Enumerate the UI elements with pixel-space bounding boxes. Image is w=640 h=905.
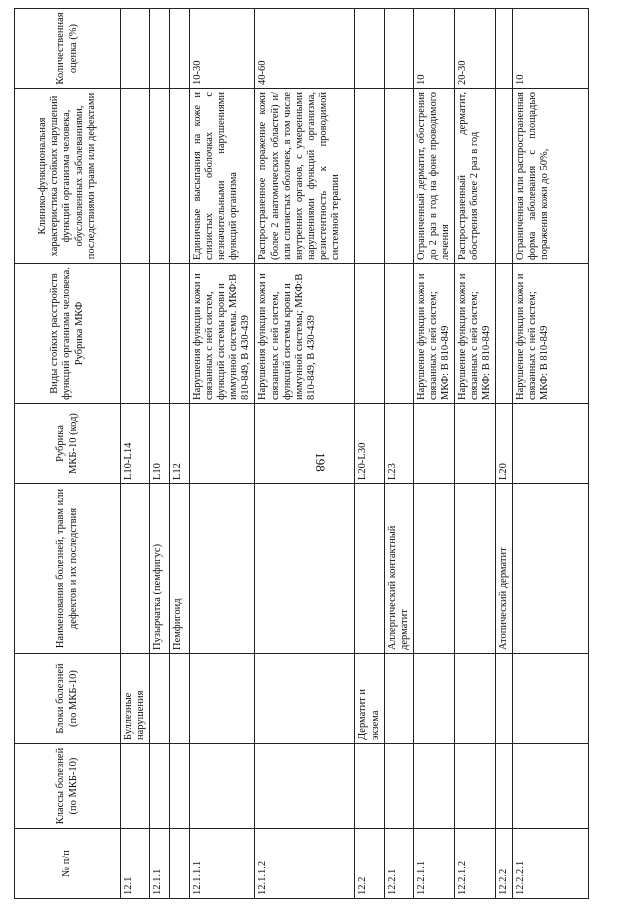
cell-percent: 10-30 <box>190 9 255 89</box>
page-number: 198 <box>313 452 328 472</box>
cell-clinical-characteristic <box>150 89 170 264</box>
cell-disorder-types <box>121 264 150 404</box>
header-diseases: Наименования болезней, травм или дефектов и их последствия <box>15 484 121 654</box>
cell-clinical-characteristic: Ограниченная или распространенная форма заболевания с площадью поражения кожи до 50%, <box>513 89 589 264</box>
cell-class <box>121 744 150 829</box>
cell-class <box>170 744 190 829</box>
cell-percent <box>150 9 170 89</box>
table-row <box>384 9 413 899</box>
rotated-table-container <box>14 9 634 899</box>
cell-block: Дерматит и экзема <box>355 654 384 744</box>
header-icd-code: Рубрика МКБ-10 (код) <box>15 404 121 484</box>
cell-disorder-types <box>384 264 413 404</box>
cell-num: 12.1 <box>121 829 150 899</box>
cell-block <box>413 654 454 744</box>
cell-block <box>150 654 170 744</box>
cell-percent: 10 <box>513 9 589 89</box>
cell-class <box>150 744 170 829</box>
cell-num: 12.1.1 <box>150 829 170 899</box>
cell-disease: Аллергический контактный дерматит <box>384 484 413 654</box>
cell-class <box>190 744 255 829</box>
table-row <box>150 9 170 899</box>
cell-percent: 40-60 <box>255 9 355 89</box>
cell-num: 12.2.1 <box>384 829 413 899</box>
cell-disease: Пемфигоид <box>170 484 190 654</box>
header-blocks: Блоки болезней (по МКБ-10) <box>15 654 121 744</box>
cell-num: 12.1.1.2 <box>255 829 355 899</box>
header-num: № п/п <box>15 829 121 899</box>
cell-disorder-types: Нарушение функции кожи и связанных с ней систем; МКФ: В 810-849 <box>454 264 495 404</box>
cell-icd-code <box>454 404 495 484</box>
cell-percent <box>496 9 513 89</box>
cell-clinical-characteristic: Единичные высыпания на коже и слизистых оболочках с незначительными нарушениями функций организма <box>190 89 255 264</box>
cell-num: 12.2.2 <box>496 829 513 899</box>
cell-num: 12.2.1.2 <box>454 829 495 899</box>
cell-num: 12.2.1.1 <box>413 829 454 899</box>
cell-icd-code: L12 <box>170 404 190 484</box>
cell-disorder-types <box>170 264 190 404</box>
cell-disease <box>454 484 495 654</box>
table-row <box>454 9 495 899</box>
cell-percent: 10 <box>413 9 454 89</box>
cell-disorder-types: Нарушения функции кожи и связанных с ней систем, функций системы крови и иммунной системы. МКФ:В 810-849, В 430-439 <box>190 264 255 404</box>
cell-clinical-characteristic <box>496 89 513 264</box>
cell-clinical-characteristic: Распространенное поражение кожи (более 2 анатомических областей) и/или слизистых оболочек, в том числе внутренних органов, с умеренными нарушениями функций организма, резистентность к проводимой системной терапии <box>255 89 355 264</box>
table-row <box>413 9 454 899</box>
header-percent: Количественная оценка (%) <box>15 9 121 89</box>
cell-disease: Пузырчатка (пемфигус) <box>150 484 170 654</box>
cell-icd-code <box>255 404 355 484</box>
cell-icd-code: L10 <box>150 404 170 484</box>
cell-num: 12.2 <box>355 829 384 899</box>
cell-block <box>496 654 513 744</box>
cell-disease <box>190 484 255 654</box>
cell-clinical-characteristic: Распространенный дерматит, обострения более 2 раз в год <box>454 89 495 264</box>
table-row <box>170 9 190 899</box>
cell-clinical-characteristic <box>355 89 384 264</box>
table-row <box>496 9 513 899</box>
cell-class <box>255 744 355 829</box>
cell-num: 12.1.1.1 <box>190 829 255 899</box>
cell-clinical-characteristic: Ограниченный дерматит, обострения до 2 раз в год на фоне проводимого лечения <box>413 89 454 264</box>
cell-block <box>170 654 190 744</box>
cell-icd-code <box>513 404 589 484</box>
cell-percent <box>384 9 413 89</box>
cell-class <box>454 744 495 829</box>
cell-icd-code: L20-L30 <box>355 404 384 484</box>
cell-class <box>413 744 454 829</box>
cell-block <box>190 654 255 744</box>
cell-clinical-characteristic <box>384 89 413 264</box>
cell-percent: 20-30 <box>454 9 495 89</box>
cell-icd-code: L10-L14 <box>121 404 150 484</box>
cell-icd-code <box>413 404 454 484</box>
cell-class <box>355 744 384 829</box>
cell-clinical-characteristic <box>121 89 150 264</box>
cell-disease <box>413 484 454 654</box>
cell-num: 12.2.2.1 <box>513 829 589 899</box>
cell-class <box>384 744 413 829</box>
cell-block <box>454 654 495 744</box>
cell-disorder-types: Нарушения функции кожи и связанных с ней систем, функций системы крови и иммунной системы; МКФ:В 810-849, В 430-439 <box>255 264 355 404</box>
cell-block: Буллезные нарушения <box>121 654 150 744</box>
header-clinical-characteristic: Клинико-функциональная характеристика стойких нарушений функций организма человека, обусловленных заболеваниями, последствиями травм или дефектами <box>15 89 121 264</box>
cell-disorder-types <box>150 264 170 404</box>
cell-percent <box>170 9 190 89</box>
cell-disease <box>513 484 589 654</box>
cell-disorder-types: Нарушение функции кожи и связанных с ней систем; МКФ: В 810-849 <box>513 264 589 404</box>
disability-table <box>14 8 589 899</box>
header-disorder-types: Виды стойких расстройств функций организма человека. Рубрика МКФ <box>15 264 121 404</box>
cell-disease <box>255 484 355 654</box>
cell-block <box>513 654 589 744</box>
cell-disorder-types: Нарушение функции кожи и связанных с ней систем; МКФ: В 810-849 <box>413 264 454 404</box>
cell-clinical-characteristic <box>170 89 190 264</box>
table-row <box>513 9 589 899</box>
table-row <box>255 9 355 899</box>
cell-disease <box>121 484 150 654</box>
cell-num <box>170 829 190 899</box>
cell-block <box>255 654 355 744</box>
cell-icd-code: L23 <box>384 404 413 484</box>
cell-icd-code <box>190 404 255 484</box>
cell-class <box>496 744 513 829</box>
cell-block <box>384 654 413 744</box>
header-classes: Классы болезней (по МКБ-10) <box>15 744 121 829</box>
cell-percent <box>355 9 384 89</box>
cell-icd-code: L20 <box>496 404 513 484</box>
table-row <box>121 9 150 899</box>
cell-disorder-types <box>355 264 384 404</box>
table-row <box>190 9 255 899</box>
table-row <box>355 9 384 899</box>
cell-disease: Атопический дерматит <box>496 484 513 654</box>
cell-disorder-types <box>496 264 513 404</box>
table-header-row <box>15 9 121 899</box>
cell-percent <box>121 9 150 89</box>
cell-class <box>513 744 589 829</box>
cell-disease <box>355 484 384 654</box>
